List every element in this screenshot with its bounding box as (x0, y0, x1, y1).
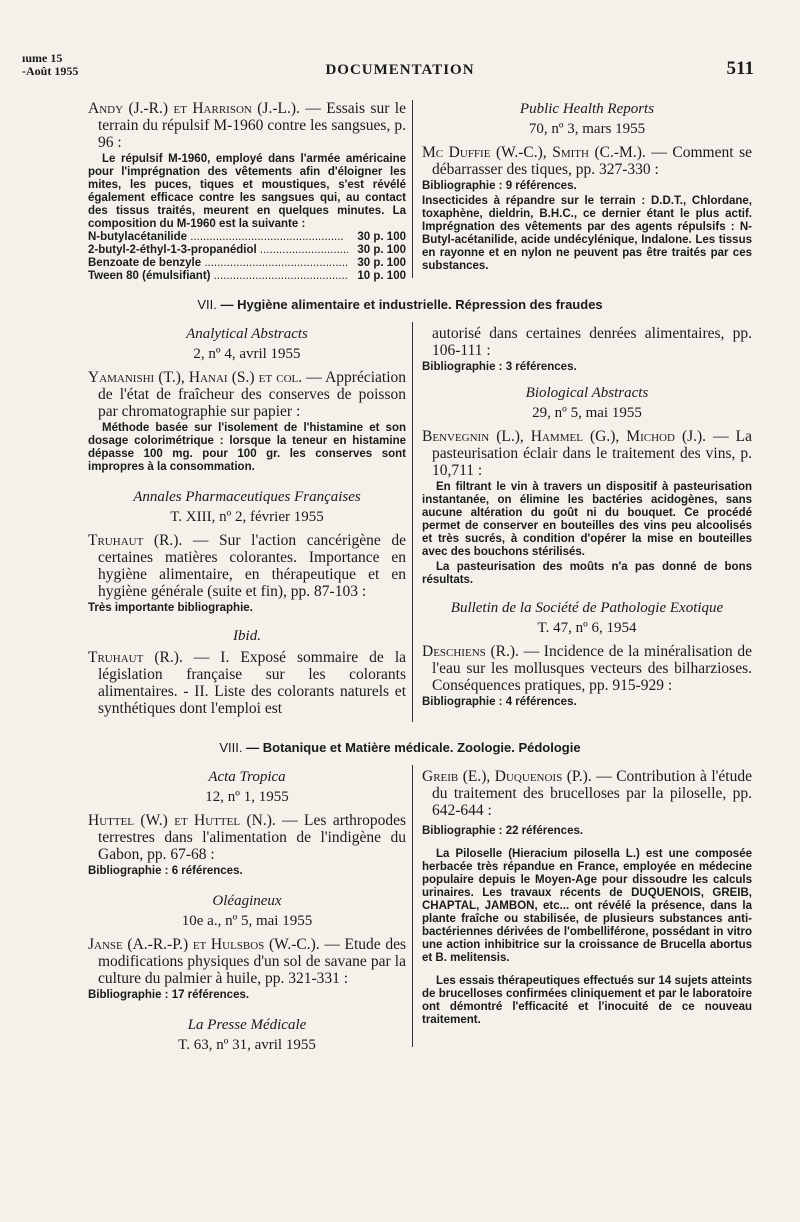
journal-source: Biological Abstracts (525, 385, 649, 401)
journal-volume: 2, nº 4, avril 1955 (193, 346, 301, 362)
entry-note-2: La pasteurisation des moûts n'a pas donné de bons résultats. (422, 561, 752, 586)
table-row: N-butylacétanilide ..... 30 p. 100 (88, 231, 406, 244)
journal-source: Oléagineux (212, 893, 282, 909)
viii-left-column (88, 768, 406, 1060)
entry-note-2: Les essais thérapeutiques effectués sur 14 sujets atteints de brucelloses confirmées cliniquement et par le laboratoire ont démontré l'efficacité et l'inocuité de ce nouveau traitement. (422, 975, 752, 1026)
journal-source: Annales Pharmaceutiques Françaises (133, 489, 361, 505)
entry-mcduffie (422, 144, 752, 178)
entry-title: — Sur l'action cancérigène de certaines matières colorantes. Importance en hygiène alimentaire, en thérapeutique et en hygiène générale (suite et fin), pp. 87-103 : (98, 532, 406, 600)
entry-author: Truhaut (R.). (88, 649, 183, 666)
journal-source: Ibid. (233, 628, 261, 644)
table-row: Benzoate de benzyle ..... 30 p. 100 (88, 257, 406, 270)
entry-continuation: autorisé dans certaines denrées alimentaires, pp. 106-111 : (432, 325, 752, 359)
journal-volume: T. 47, nº 6, 1954 (537, 620, 637, 636)
entry-andy (88, 100, 406, 151)
entry-yamanishi (88, 369, 406, 420)
entry-title: — Contribution à l'étude du traitement des brucelloses par la piloselle, pp. 642-644 : (432, 768, 752, 819)
entry-truhaut-2 (88, 649, 406, 717)
entry-author: Truhaut (R.). (88, 532, 183, 549)
vii-right-column (422, 325, 752, 709)
entry-deschiens (422, 643, 752, 694)
entry-author: Yamanishi (T.), Hanai (S.) et col. (88, 369, 303, 386)
entry-biblio: Bibliographie : 3 références. (422, 361, 577, 373)
top-right-column (422, 100, 752, 273)
entry-title: — Essais sur le terrain du répulsif M-1960 contre les sangsues, p. 96 : (98, 100, 406, 151)
section-title: — Botanique et Matière médicale. Zoologie. Pédologie (246, 740, 581, 755)
section-title: — Hygiène alimentaire et industrielle. Répression des fraudes (220, 297, 603, 312)
page-number: 511 (726, 58, 754, 79)
entry-author: Benvegnin (L.), Hammel (G.), Michod (J.). (422, 428, 707, 445)
entry-author: Huttel (W.) et Huttel (N.). (88, 812, 276, 829)
entry-title: — Appréciation de l'état de fraîcheur des conserves de poisson par chromatographie sur papier : (98, 369, 407, 420)
journal-volume: 10e a., nº 5, mai 1955 (181, 913, 313, 929)
journal-source: La Presse Médicale (187, 1017, 307, 1033)
entry-title: — Les arthropodes terrestres dans l'alimentation de l'indigène du Gabon, pp. 67-68 : (98, 812, 406, 863)
journal-source: Acta Tropica (208, 769, 286, 785)
viii-right-column (422, 768, 752, 1027)
entry-author: Janse (A.-R.-P.) et Hulsbos (W.-C.). (88, 936, 320, 953)
entry-title: — I. Exposé sommaire de la législation française sur les colorants alimentaires. - II. Liste des colorants naturels et synthétiques dont l'emploi est (98, 649, 407, 717)
entry-biblio: Bibliographie : 22 références. (422, 825, 584, 837)
volume-line-1: ıume 15 (22, 51, 63, 65)
journal-volume: 70, nº 3, mars 1955 (528, 121, 646, 137)
entry-title: — Etude des modifications physiques d'un sol de savane par la culture du palmier à huile, pp. 321-331 : (98, 936, 406, 987)
entry-title: — Comment se débarrasser des tiques, pp. 327-330 : (432, 144, 752, 178)
entry-biblio: Bibliographie : 9 références. (422, 180, 577, 192)
entry-note: Méthode basée sur l'isolement de l'histamine et son dosage colorimétrique : lorsque la teneur en histamine dépasse 100 mg. pour 100 gr. les conserves sont impropres à la consommation. (88, 422, 406, 473)
entry-truhaut-1 (88, 532, 406, 600)
entry-biblio: Bibliographie : 6 références. (88, 865, 243, 877)
entry-biblio: Bibliographie : 4 références. (422, 696, 577, 708)
section-number: VII. (197, 297, 217, 312)
column-divider-viii (412, 765, 413, 1047)
section-heading-viii (0, 740, 800, 755)
entry-note: Insecticides à répandre sur le terrain : D.D.T., Chlordane, toxaphène, dieldrin, B.H.C., ce dernier étant le plus actif. Imprégnation des vêtements par des agents répulsifs : N-Butyl-acétanilide, acide undécylénique, Indalone. Les tissus en rayonne et en nylon ne peuvent pas être traités par ces substances. (422, 195, 752, 272)
table-row: 2-butyl-2-éthyl-1-3-propanédiol ..... 30 p. 100 (88, 244, 406, 257)
entry-author: Deschiens (R.). (422, 643, 519, 660)
journal-volume: T. XIII, nº 2, février 1955 (170, 509, 324, 525)
journal-source: Analytical Abstracts (186, 326, 308, 342)
section-number: VIII. (219, 740, 243, 755)
composition-table (88, 231, 406, 283)
page-title: DOCUMENTATION (325, 62, 475, 78)
entry-janse (88, 936, 406, 987)
entry-benvegnin (422, 428, 752, 479)
journal-volume: 29, nº 5, mai 1955 (532, 405, 642, 421)
entry-note: Le répulsif M-1960, employé dans l'armée américaine pour l'imprégnation des vêtements afin d'éloigner les mites, les puces, tiques et moustiques, s'est révélé également efficace contre les sangsues qui, au contact des tissus traités, meurent en quelques minutes. La composition du M-1960 est la suivante : (88, 153, 406, 230)
entry-author: Mc Duffie (W.-C.), Smith (C.-M.). (422, 144, 646, 161)
column-divider-vii (412, 322, 413, 722)
section-heading-vii (0, 297, 800, 312)
journal-source: Bulletin de la Société de Pathologie Exotique (450, 600, 724, 616)
journal-volume: 12, nº 1, 1955 (205, 789, 289, 805)
top-left-column (88, 100, 406, 283)
entry-note: La Piloselle (Hieracium pilosella L.) est une composée herbacée très répandue en France, employée en médecine populaire depuis le Moyen-Age pour dissoudre les calculs urinaires. Les travaux récents de DUQUENOIS, GREIB, CHAPTAL, JAMBON, etc... ont révélé la présence, dans la plante fraîche ou stabilisée, de plusieurs substances anti-bactériennes dérivées de l'ombelliférone, possédant in vitro une action inhibitrice sur la croissance de Brucella abortus et B. melitensis. (422, 848, 752, 964)
entry-greib (422, 768, 752, 819)
column-divider-top (412, 100, 413, 278)
entry-author: Greib (E.), Duquenois (P.). (422, 768, 592, 785)
volume-line-2: -Août 1955 (22, 64, 79, 78)
table-row: Tween 80 (émulsifiant) ..... 10 p. 100 (88, 270, 406, 283)
journal-source: Public Health Reports (519, 101, 655, 117)
entry-note: En filtrant le vin à travers un dispositif à pasteurisation instantanée, on élimine les bactéries acidogènes, sans aucune altération du goût ni du bouquet. Ce procédé permet de conserver en bouteilles des vins peu alcoolisés et très sucrés, à condition d'opérer la mise en bouteilles avec des bouchons stérilisés. (422, 481, 752, 558)
entry-note: Très importante bibliographie. (88, 602, 253, 614)
entry-author: Andy (J.-R.) et Harrison (J.-L.). (88, 100, 300, 117)
entry-biblio: Bibliographie : 17 références. (88, 989, 250, 1001)
entry-title: — Incidence de la minéralisation de l'eau sur les mollusques vecteurs des bilharzioses. Conséquences pratiques, pp. 915-929 : (432, 643, 753, 694)
journal-volume: T. 63, nº 31, avril 1955 (178, 1037, 316, 1053)
vii-left-column (88, 325, 406, 717)
entry-huttel (88, 812, 406, 863)
entry-title: — La pasteurisation éclair dans le traitement des vins, p. 10,711 : (432, 428, 752, 479)
